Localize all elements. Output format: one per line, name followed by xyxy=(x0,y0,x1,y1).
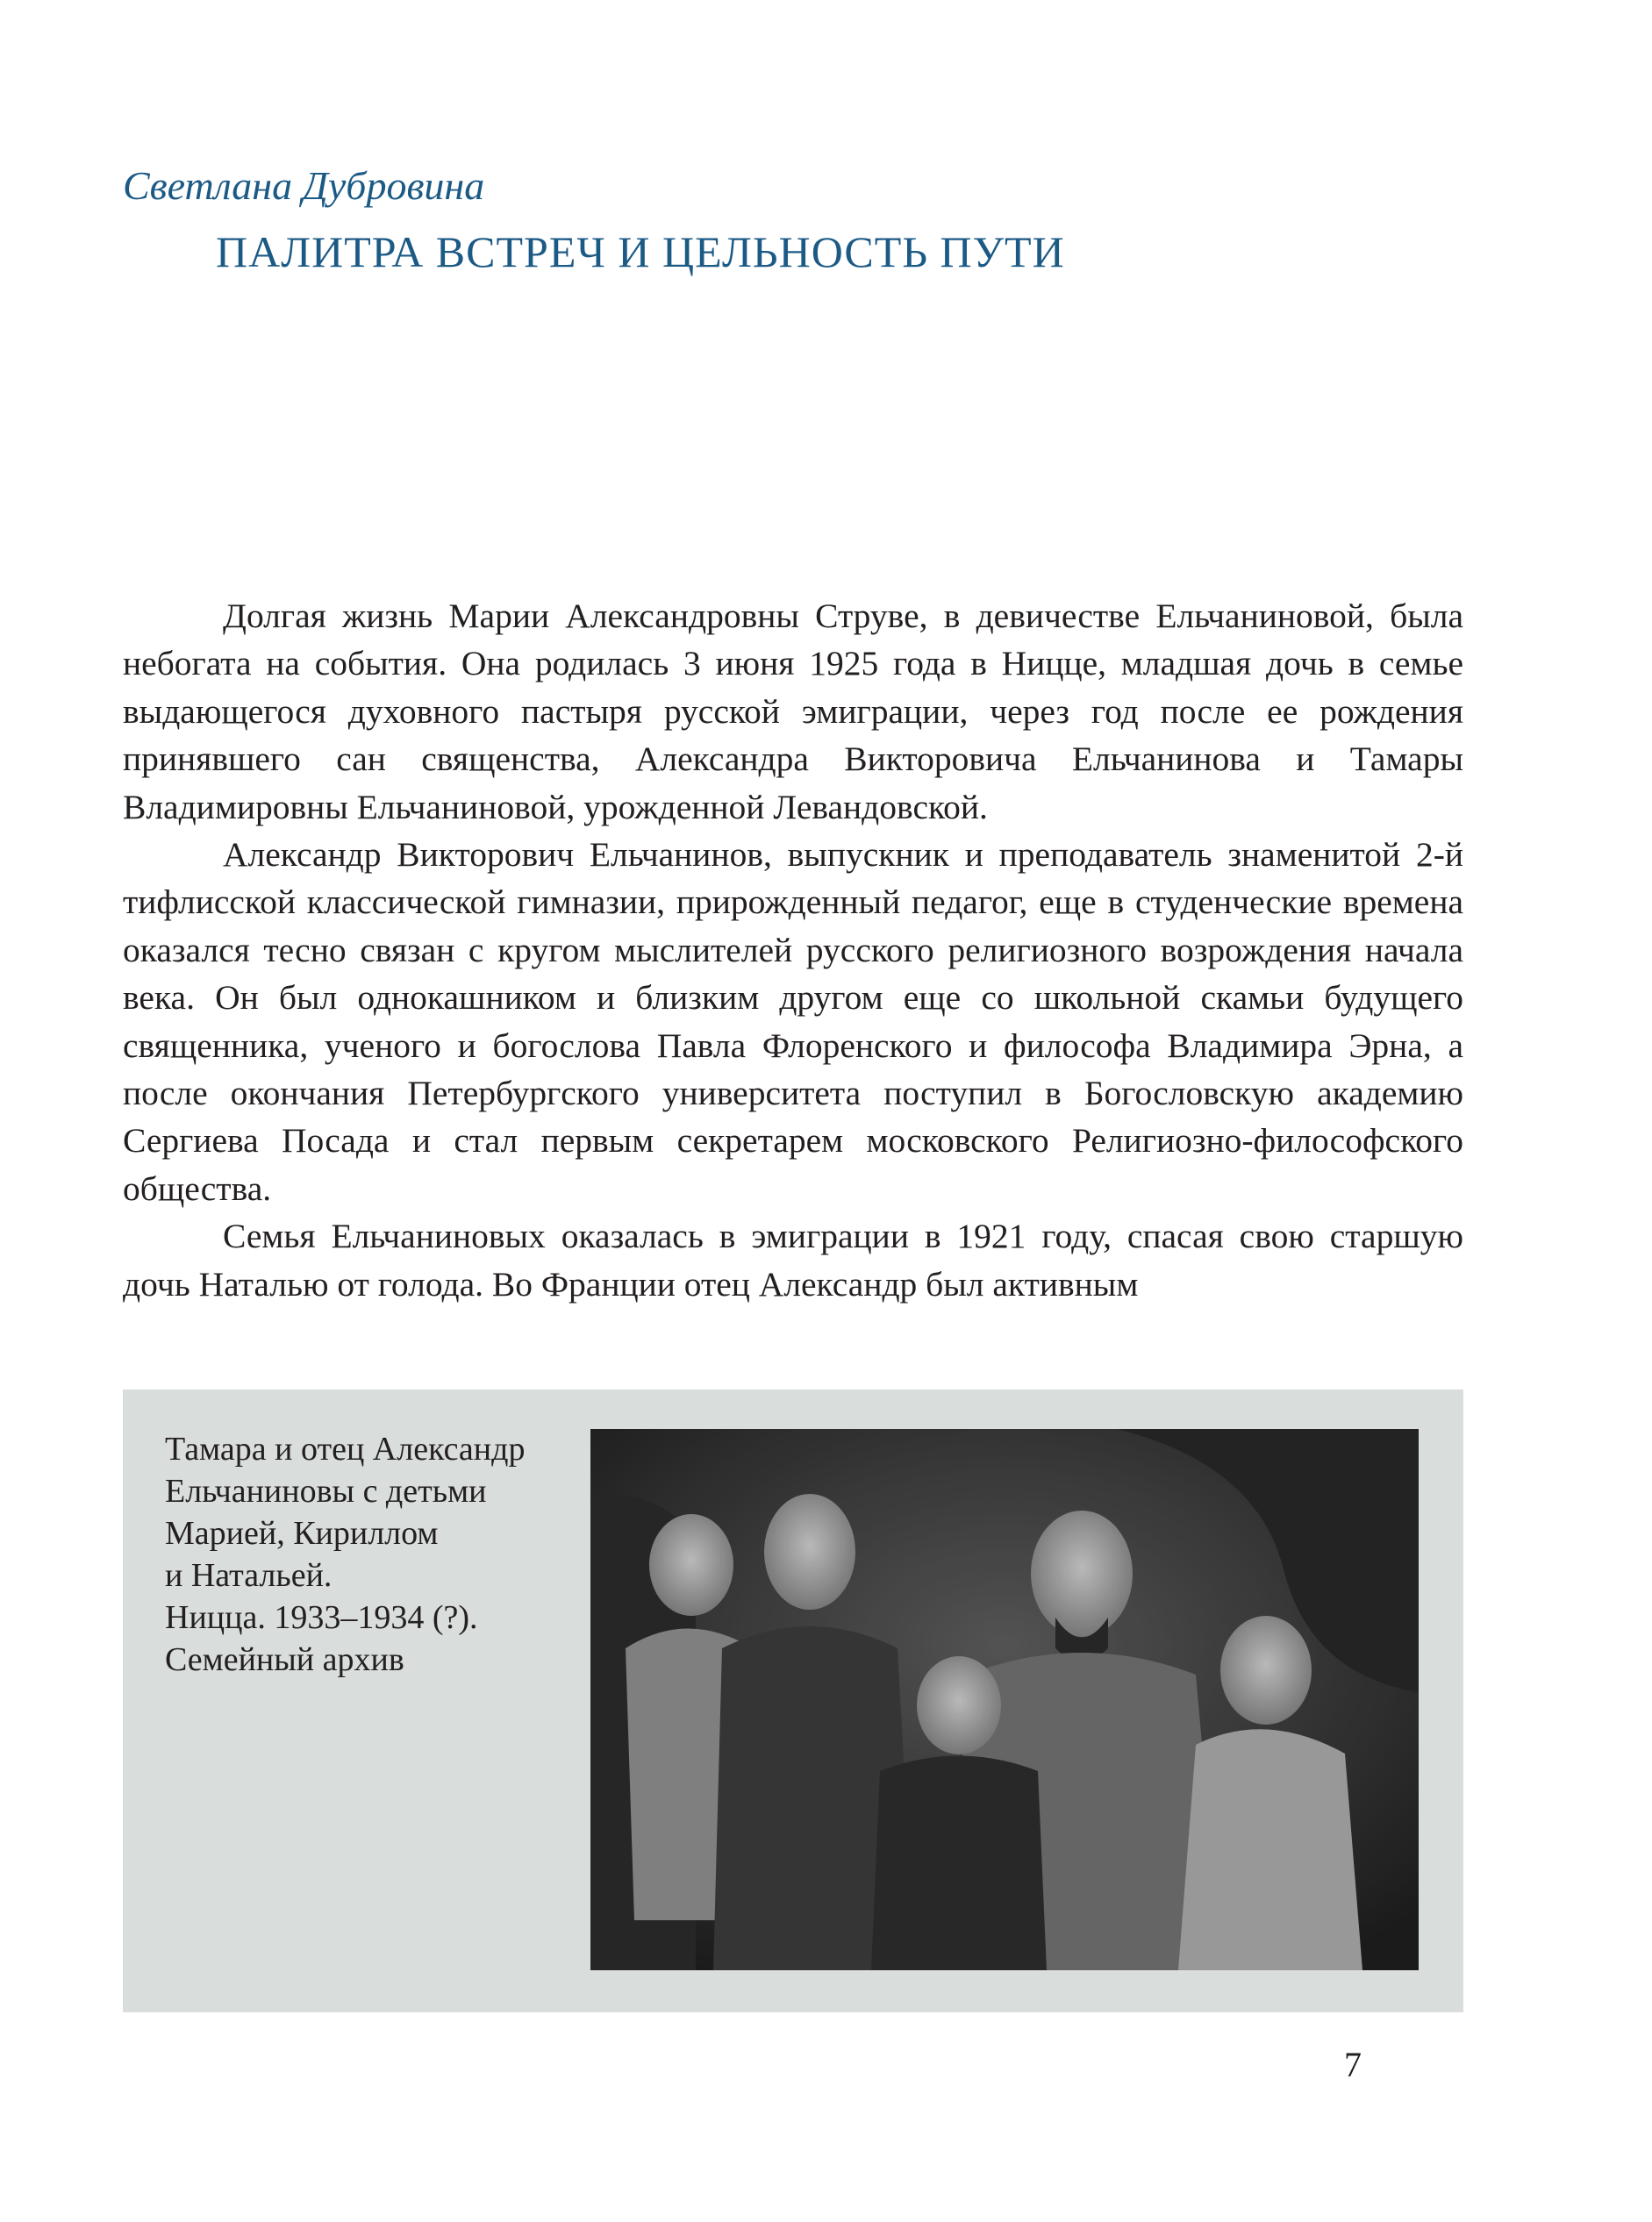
photo-tint xyxy=(590,1429,1419,1970)
family-photo-illustration xyxy=(590,1429,1419,1970)
author-name: Светлана Дубровина xyxy=(123,163,485,208)
caption-line: и Натальей. xyxy=(165,1557,333,1594)
caption-line: Семейный архив xyxy=(165,1641,404,1678)
paragraph-3: Семья Ельчаниновых оказалась в эмиграции в 1921 году, спасая свою старшую дочь Наталью от голода. Во Франции отец Александр был активным xyxy=(123,1217,1463,1304)
paragraph-2: Александр Викторович Ельчанинов, выпускник и преподаватель знаменитой 2-й тифлисской классической гимназии, прирожденный педагог, еще в студенческие времена оказался тесно связан с кругом мыслителей русского религиозного возрождения начала века. Он был однокашником и близким другом еще со школьной скамьи будущего священника, ученого и богослова Павла Флоренского и философа Владимира Эрна, а после окончания Петербургского университета поступил в Богословскую академию Сергиева Посада и стал первым секретарем московского Религиозно-философского общества. xyxy=(123,835,1463,1208)
caption-line: Марией, Кириллом xyxy=(165,1515,439,1552)
caption-line: Тамара и отец Александр xyxy=(165,1431,526,1468)
page-number: 7 xyxy=(1344,2045,1362,2084)
article-body xyxy=(123,592,1463,1308)
paragraph-1: Долгая жизнь Марии Александровны Струве, в девичестве Ельчаниновой, была небогата на события. Она родилась 3 июня 1925 года в Ницце, младшая дочь в семье выдающегося духовного пастыря русской эмиграции, через год после ее рождения принявшего сан священства, Александра Викторовича Ельчанинова и Тамары Владимировны Ельчаниновой, урожденной Левандовской. xyxy=(123,597,1463,826)
family-photo xyxy=(590,1429,1419,1970)
caption-line: Ницца. 1933–1934 (?). xyxy=(165,1599,478,1636)
figure-caption xyxy=(165,1428,542,1681)
figure-block xyxy=(123,1390,1463,2012)
caption-line: Ельчаниновы с детьми xyxy=(165,1473,487,1510)
article-title: ПАЛИТРА ВСТРЕЧ И ЦЕЛЬНОСТЬ ПУТИ xyxy=(216,227,1065,276)
